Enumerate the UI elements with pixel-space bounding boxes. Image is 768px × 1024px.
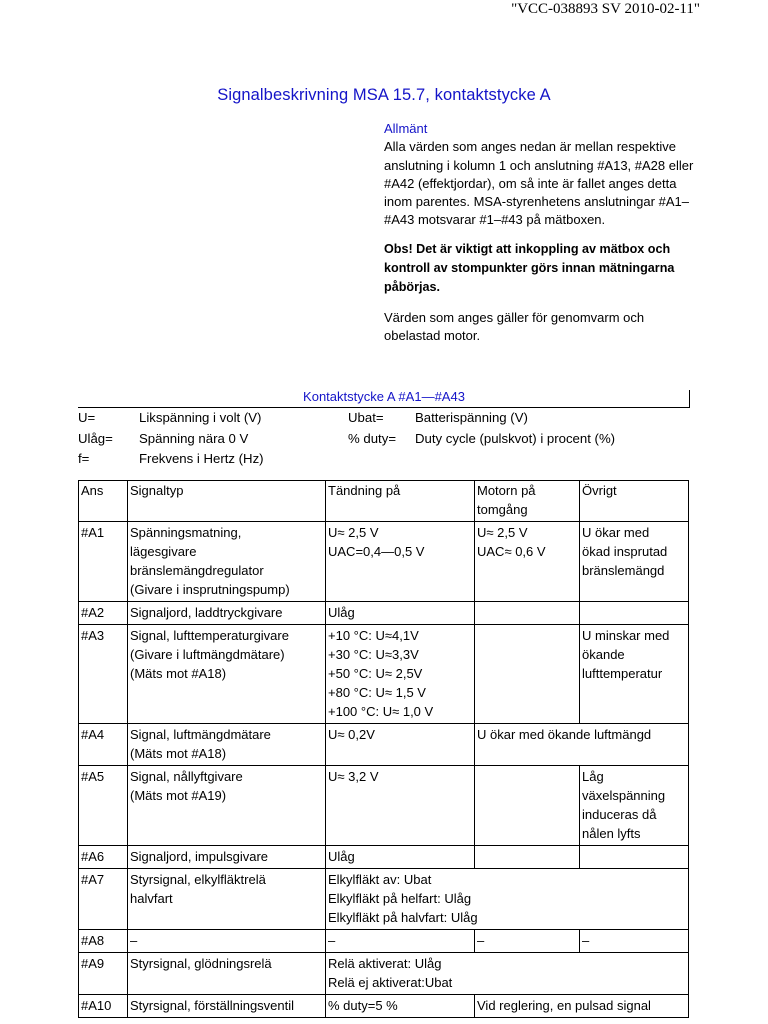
- cell-line: #A6: [81, 849, 105, 864]
- cell-signaltyp: [128, 953, 326, 995]
- cell-ans: [79, 625, 128, 724]
- cell-ovrigt: [580, 930, 689, 953]
- legend-desc: Duty cycle (pulskvot) i procent (%): [415, 430, 616, 446]
- cell-signaltyp: [128, 869, 326, 930]
- table-row: [79, 846, 689, 869]
- table-row: [79, 930, 689, 953]
- cell-line: Styrsignal, elkylfläktrelä: [130, 872, 266, 887]
- cell-line: U≈ 2,5 V: [477, 525, 528, 540]
- legend-term: U=: [78, 410, 96, 425]
- cell-signaltyp: [128, 766, 326, 846]
- page-title: Signalbeskrivning MSA 15.7, kontaktstycke A: [217, 86, 551, 104]
- cell-line: +50 °C: U≈ 2,5V: [328, 666, 423, 681]
- table-row: [79, 995, 689, 1018]
- legend: [78, 410, 698, 472]
- intro-paragraph: Alla värden som anges nedan är mellan respektive anslutning i kolumn 1 och anslutning #A13, #A28 eller #A42 (effektjordar), om så inte är fallet anges detta inom parentes. MSA-styrenhetens anslutningar #A1–#A43 motsvarar #1–#43 på mätboxen.: [384, 139, 694, 228]
- legend-desc: Batterispänning (V): [415, 410, 528, 425]
- cell-line: Relä ej aktiverat:Ubat: [328, 975, 453, 990]
- cell-line: #A8: [81, 933, 105, 948]
- intro-obs: Obs! Det är viktigt att inkoppling av mätbox och kontroll av stompunkter görs innan mätningarna påbörjas.: [384, 241, 675, 294]
- cell-line: +100 °C: U≈ 1,0 V: [328, 704, 434, 719]
- cell-line: lufttemperatur: [582, 666, 663, 681]
- cell-line: ökad insprutad: [582, 544, 668, 559]
- intro-section: [384, 120, 704, 345]
- intro-note: Värden som anges gäller för genomvarm och obelastad motor.: [384, 309, 645, 344]
- legend-desc: Likspänning i volt (V): [139, 410, 262, 425]
- cell-line: U≈ 0,2V: [328, 727, 375, 742]
- cell-line: –: [328, 933, 336, 948]
- table-header-row: [79, 481, 689, 522]
- cell-line: UAC≈ 0,6 V: [477, 544, 546, 559]
- cell-line: (Mäts mot #A19): [130, 788, 227, 803]
- cell-tandning: [326, 522, 475, 602]
- kontakt-underline: [78, 407, 690, 408]
- cell-signaltyp: [128, 625, 326, 724]
- cell-line: Signal, lufttemperaturgivare: [130, 628, 289, 643]
- cell-merged-note: [475, 724, 689, 766]
- cell-merged-value: [326, 869, 689, 930]
- cell-merged-value: [326, 953, 689, 995]
- legend-term: % duty=: [348, 430, 397, 446]
- cell-line: Ulåg: [328, 605, 355, 620]
- cell-line: Relä aktiverat: Ulåg: [328, 956, 442, 971]
- cell-ans: [79, 869, 128, 930]
- cell-ovrigt: [580, 522, 689, 602]
- cell-merged-note: [475, 995, 689, 1018]
- cell-line: ökande: [582, 647, 625, 662]
- cell-line: (Mäts mot #A18): [130, 666, 227, 681]
- cell-line: Elkylfläkt på halvfart: Ulåg: [328, 910, 478, 925]
- cell-tomgang: [475, 625, 580, 724]
- cell-tomgang: [475, 766, 580, 846]
- cell-line: bränslemängdregulator: [130, 563, 264, 578]
- cell-line: % duty=5 %: [328, 998, 398, 1013]
- kontakt-divider: [689, 390, 690, 408]
- cell-line: Vid reglering, en pulsad signal: [477, 998, 651, 1013]
- cell-signaltyp: [128, 522, 326, 602]
- cell-ans: [79, 930, 128, 953]
- table-row: [79, 869, 689, 930]
- cell-line: Elkylfläkt av: Ubat: [328, 872, 432, 887]
- cell-line: växelspänning: [582, 788, 666, 803]
- cell-tandning: [326, 995, 475, 1018]
- cell-ans: [79, 766, 128, 846]
- table-row: [79, 522, 689, 602]
- cell-line: #A2: [81, 605, 105, 620]
- table-row: [79, 724, 689, 766]
- cell-line: #A1: [81, 525, 105, 540]
- cell-line: Signal, luftmängdmätare: [130, 727, 271, 742]
- cell-tandning: [326, 602, 475, 625]
- table-row: [79, 602, 689, 625]
- cell-ans: [79, 995, 128, 1018]
- cell-line: halvfart: [130, 891, 173, 906]
- cell-line: +10 °C: U≈4,1V: [328, 628, 419, 643]
- cell-line: Signaljord, impulsgivare: [130, 849, 269, 864]
- cell-ovrigt: [580, 602, 689, 625]
- cell-line: –: [477, 933, 485, 948]
- cell-line: (Mäts mot #A18): [130, 746, 227, 761]
- cell-line: +30 °C: U≈3,3V: [328, 647, 419, 662]
- cell-line: induceras då: [582, 807, 657, 822]
- cell-line: U≈ 2,5 V: [328, 525, 379, 540]
- table-body: [79, 522, 689, 1018]
- cell-ans: [79, 602, 128, 625]
- cell-line: (Givare i luftmängdmätare): [130, 647, 285, 662]
- cell-signaltyp: [128, 602, 326, 625]
- cell-line: #A3: [81, 628, 105, 643]
- document-id: "VCC-038893 SV 2010-02-11": [511, 1, 700, 17]
- cell-ans: [79, 953, 128, 995]
- cell-line: U minskar med: [582, 628, 670, 643]
- cell-line: #A5: [81, 769, 105, 784]
- cell-line: U ökar med: [582, 525, 650, 540]
- header-signaltyp: Signaltyp: [128, 481, 326, 522]
- cell-line: Låg: [582, 769, 604, 784]
- cell-tandning: [326, 625, 475, 724]
- cell-ans: [79, 522, 128, 602]
- cell-tandning: [326, 766, 475, 846]
- header-ans: Ans: [79, 481, 128, 522]
- legend-row: [78, 431, 698, 452]
- cell-line: –: [130, 933, 138, 948]
- cell-ans: [79, 724, 128, 766]
- cell-line: #A9: [81, 956, 105, 971]
- cell-line: Spänningsmatning,: [130, 525, 242, 540]
- cell-tomgang: [475, 930, 580, 953]
- cell-ovrigt: [580, 846, 689, 869]
- table-row: [79, 953, 689, 995]
- table-row: [79, 625, 689, 724]
- cell-line: Styrsignal, förställningsventil: [130, 998, 295, 1013]
- cell-signaltyp: [128, 724, 326, 766]
- cell-line: #A7: [81, 872, 105, 887]
- table-row: [79, 766, 689, 846]
- cell-line: Signal, nållyftgivare: [130, 769, 243, 784]
- legend-row: [78, 451, 698, 472]
- cell-line: U ökar med ökande luftmängd: [477, 727, 652, 742]
- legend-desc: Spänning nära 0 V: [139, 430, 249, 446]
- legend-term: Ubat=: [348, 410, 384, 425]
- cell-line: Ulåg: [328, 849, 355, 864]
- cell-signaltyp: [128, 930, 326, 953]
- cell-line: Signaljord, laddtryckgivare: [130, 605, 283, 620]
- cell-line: Elkylfläkt på helfart: Ulåg: [328, 891, 472, 906]
- cell-tandning: [326, 846, 475, 869]
- cell-line: (Givare i insprutningspump): [130, 582, 290, 597]
- cell-ovrigt: [580, 766, 689, 846]
- cell-line: nålen lyfts: [582, 826, 641, 841]
- kontakt-title: Kontaktstycke A #A1—#A43: [303, 389, 465, 404]
- cell-tomgang: [475, 846, 580, 869]
- legend-term: Ulåg=: [78, 430, 113, 446]
- cell-line: –: [582, 933, 590, 948]
- cell-line: bränslemängd: [582, 563, 665, 578]
- cell-ovrigt: [580, 625, 689, 724]
- cell-signaltyp: [128, 846, 326, 869]
- cell-tandning: [326, 724, 475, 766]
- cell-tomgang: [475, 522, 580, 602]
- header-tomgang: Motorn på tomgång: [475, 481, 580, 522]
- header-tandning: Tändning på: [326, 481, 475, 522]
- cell-tomgang: [475, 602, 580, 625]
- cell-signaltyp: [128, 995, 326, 1018]
- legend-term: f=: [78, 451, 90, 466]
- cell-line: #A4: [81, 727, 105, 742]
- intro-heading: Allmänt: [384, 121, 428, 136]
- header-ovrigt: Övrigt: [580, 481, 689, 522]
- cell-ans: [79, 846, 128, 869]
- legend-desc: Frekvens i Hertz (Hz): [139, 451, 264, 466]
- cell-line: lägesgivare: [130, 544, 197, 559]
- legend-row: [78, 410, 698, 431]
- cell-line: Styrsignal, glödningsrelä: [130, 956, 272, 971]
- cell-line: +80 °C: U≈ 1,5 V: [328, 685, 426, 700]
- cell-line: #A10: [81, 998, 112, 1013]
- cell-line: UAC=0,4—0,5 V: [328, 544, 425, 559]
- signal-table: [78, 480, 689, 1018]
- cell-line: U≈ 3,2 V: [328, 769, 379, 784]
- cell-tandning: [326, 930, 475, 953]
